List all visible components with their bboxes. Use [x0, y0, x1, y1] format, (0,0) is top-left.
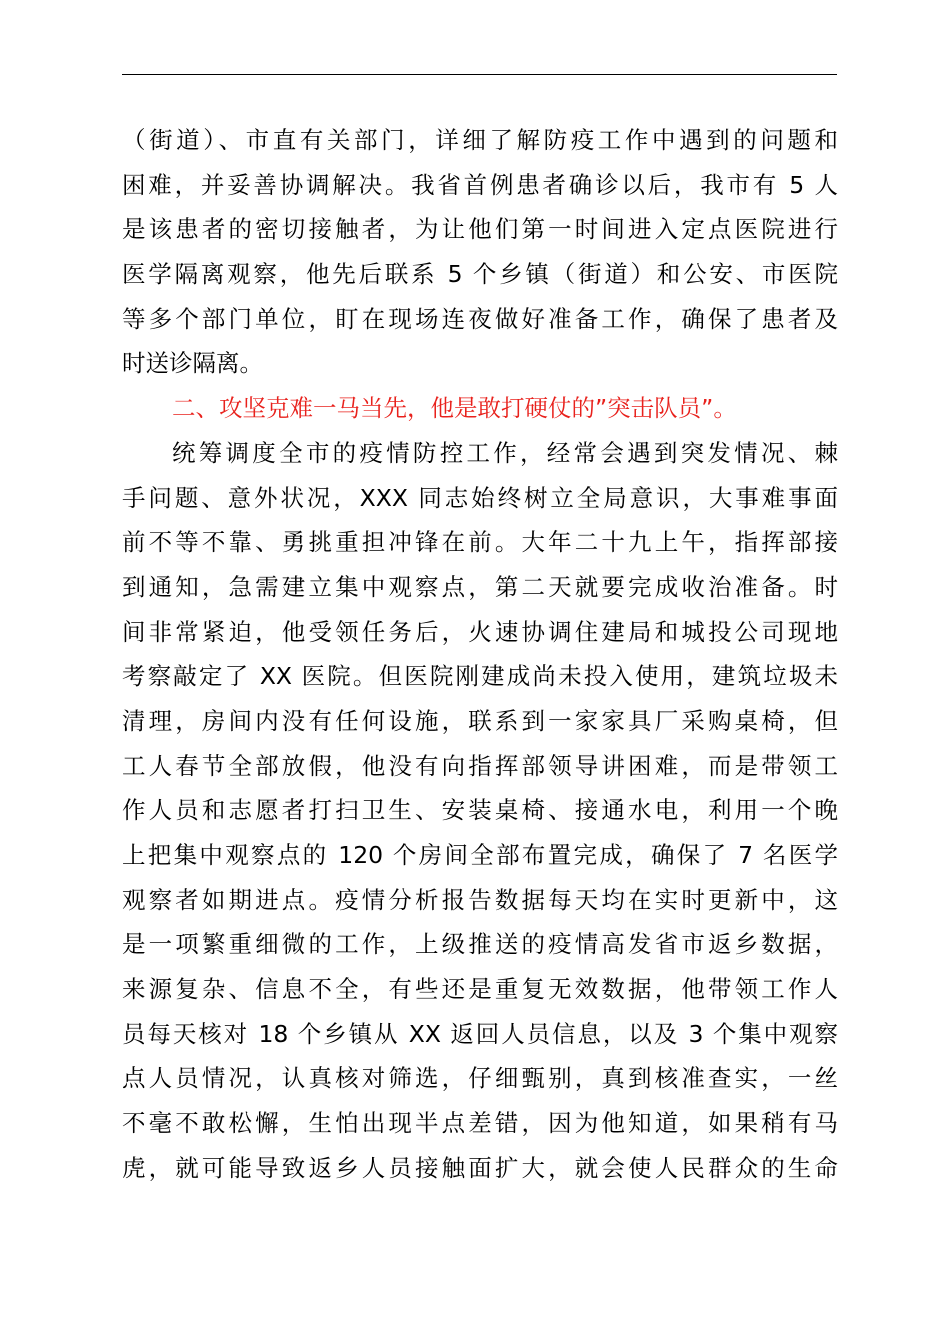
section-heading: 二、攻坚克难一马当先，他是敢打硬仗的”突击队员”。 — [172, 394, 737, 423]
text-line: 等多个部门单位，盯在现场连夜做好准备工作，确保了患者及 — [122, 304, 838, 333]
text-line: 观察者如期进点。疫情分析报告数据每天均在实时更新中，这 — [122, 885, 838, 914]
text-line: 考察敲定了 XX 医院。但医院刚建成尚未投入使用，建筑垃圾未 — [122, 662, 838, 691]
text-line: 是该患者的密切接触者，为让他们第一时间进入定点医院进行 — [122, 215, 838, 244]
text-line: 清理，房间内没有任何设施，联系到一家家具厂采购桌椅，但 — [122, 706, 838, 735]
text-line: 来源复杂、信息不全，有些还是重复无效数据，他带领工作人 — [122, 975, 838, 1004]
text-line: 时送诊隔离。 — [122, 349, 263, 378]
text-line: 困难，并妥善协调解决。我省首例患者确诊以后，我市有 5 人 — [122, 170, 838, 199]
paragraph-1 — [122, 118, 838, 386]
header-rule — [122, 74, 837, 75]
text-line: 间非常紧迫，他受领任务后，火速协调住建局和城投公司现地 — [122, 617, 838, 646]
text-line: 前不等不靠、勇挑重担冲锋在前。大年二十九上午，指挥部接 — [122, 528, 838, 557]
text-line: 上把集中观察点的 120 个房间全部布置完成，确保了 7 名医学 — [122, 841, 838, 869]
text-line: 到通知，急需建立集中观察点，第二天就要完成收治准备。时 — [122, 572, 838, 601]
text-line: 统筹调度全市的疫情防控工作，经常会遇到突发情况、棘 — [172, 438, 838, 467]
text-line: 工人春节全部放假，他没有向指挥部领导讲困难，而是带领工 — [122, 751, 838, 780]
text-line: 作人员和志愿者打扫卫生、安装桌椅、接通水电，利用一个晚 — [122, 796, 838, 825]
text-line: 医学隔离观察，他先后联系 5 个乡镇（街道）和公安、市医院 — [122, 260, 838, 289]
text-line: 点人员情况，认真核对筛选，仔细甄别，真到核准查实，一丝 — [122, 1064, 838, 1093]
text-line: 不毫不敢松懈，生怕出现半点差错，因为他知道，如果稍有马 — [122, 1109, 838, 1138]
text-line: 虎，就可能导致返乡人员接触面扩大，就会使人民群众的生命 — [122, 1153, 838, 1182]
body-text — [122, 118, 838, 1191]
text-line: 手问题、意外状况，XXX 同志始终树立全局意识，大事难事面 — [122, 483, 838, 512]
paragraph-2 — [122, 431, 838, 1191]
text-line: 是一项繁重细微的工作，上级推送的疫情高发省市返乡数据， — [122, 930, 838, 959]
text-line: 员每天核对 18 个乡镇从 XX 返回人员信息，以及 3 个集中观察 — [122, 1019, 838, 1048]
text-line: （街道）、市直有关部门，详细了解防疫工作中遇到的问题和 — [122, 126, 838, 154]
